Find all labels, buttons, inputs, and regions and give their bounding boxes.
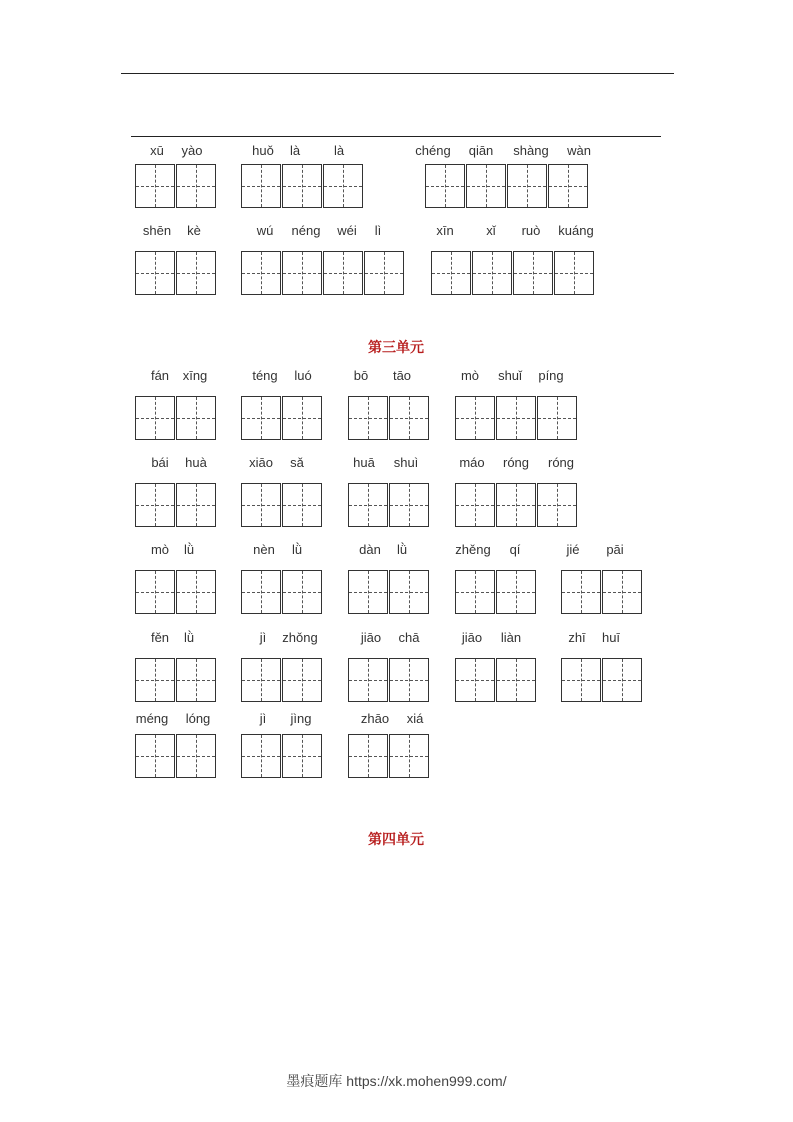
tianzige-writing-box[interactable] — [602, 658, 642, 702]
pinyin-syllable: wàn — [567, 143, 591, 158]
pinyin-syllable: lóng — [185, 711, 211, 726]
tianzige-writing-box[interactable] — [241, 483, 281, 527]
tianzige-writing-box[interactable] — [348, 570, 388, 614]
pinyin-syllable: shēn — [142, 223, 172, 238]
tianzige-writing-box[interactable] — [135, 251, 175, 295]
tianzige-writing-box[interactable] — [241, 658, 281, 702]
pinyin-syllable: shuǐ — [498, 368, 522, 383]
tianzige-writing-box[interactable] — [554, 251, 594, 295]
footer-watermark: 墨痕题库 https://xk.mohen999.com/ — [286, 1073, 507, 1089]
tianzige-writing-box[interactable] — [282, 251, 322, 295]
pinyin-syllable: méng — [135, 711, 169, 726]
tianzige-writing-box[interactable] — [135, 483, 175, 527]
pinyin-syllable: róng — [547, 455, 575, 470]
tianzige-writing-box[interactable] — [496, 396, 536, 440]
tianzige-writing-box[interactable] — [472, 251, 512, 295]
tianzige-writing-box[interactable] — [389, 658, 429, 702]
tianzige-writing-box[interactable] — [431, 251, 471, 295]
tianzige-writing-box[interactable] — [455, 570, 495, 614]
tianzige-writing-box[interactable] — [176, 658, 216, 702]
tianzige-writing-box[interactable] — [282, 396, 322, 440]
pinyin-syllable: lǜ — [396, 542, 408, 557]
pinyin-syllable: tāo — [392, 368, 412, 383]
tianzige-writing-box[interactable] — [548, 164, 588, 208]
pinyin-syllable: ruò — [521, 223, 541, 238]
tianzige-writing-box[interactable] — [602, 570, 642, 614]
tianzige-writing-box[interactable] — [364, 251, 404, 295]
pinyin-syllable: yào — [181, 143, 203, 158]
pinyin-syllable: máo — [459, 455, 485, 470]
tianzige-writing-box[interactable] — [455, 396, 495, 440]
pinyin-syllable: luó — [294, 368, 312, 383]
tianzige-writing-box[interactable] — [389, 483, 429, 527]
tianzige-writing-box[interactable] — [561, 658, 601, 702]
tianzige-writing-box[interactable] — [282, 658, 322, 702]
pinyin-syllable: huǒ — [252, 143, 274, 158]
pinyin-syllable: zhěng — [455, 542, 491, 557]
pinyin-syllable: huā — [353, 455, 375, 470]
pinyin-syllable: liàn — [500, 630, 522, 645]
pinyin-syllable: pāi — [606, 542, 624, 557]
pinyin-syllable: lǜ — [183, 542, 195, 557]
tianzige-writing-box[interactable] — [241, 164, 281, 208]
pinyin-syllable: nèn — [253, 542, 275, 557]
pinyin-syllable: fán — [150, 368, 170, 383]
unit-3-title: 第三单元 — [368, 339, 424, 355]
tianzige-writing-box[interactable] — [496, 483, 536, 527]
tianzige-writing-box[interactable] — [561, 570, 601, 614]
top-rule — [121, 73, 674, 74]
tianzige-writing-box[interactable] — [176, 483, 216, 527]
pinyin-syllable: wú — [256, 223, 274, 238]
pinyin-syllable: bō — [353, 368, 369, 383]
pinyin-syllable: xū — [150, 143, 164, 158]
unit-4-title: 第四单元 — [368, 831, 424, 847]
pinyin-syllable: jì — [259, 630, 267, 645]
pinyin-syllable: là — [333, 143, 345, 158]
tianzige-writing-box[interactable] — [176, 396, 216, 440]
tianzige-writing-box[interactable] — [323, 164, 363, 208]
pinyin-syllable: huà — [185, 455, 207, 470]
tianzige-writing-box[interactable] — [135, 734, 175, 778]
pinyin-syllable: bái — [151, 455, 169, 470]
tianzige-writing-box[interactable] — [348, 658, 388, 702]
tianzige-writing-box[interactable] — [507, 164, 547, 208]
tianzige-writing-box[interactable] — [455, 658, 495, 702]
pinyin-syllable: zhǒng — [282, 630, 318, 645]
pinyin-syllable: zhāo — [360, 711, 390, 726]
pinyin-syllable: jiāo — [461, 630, 483, 645]
pinyin-syllable: qí — [509, 542, 521, 557]
pinyin-syllable: lǜ — [291, 542, 303, 557]
pinyin-syllable: chā — [398, 630, 420, 645]
pinyin-syllable: néng — [291, 223, 321, 238]
pinyin-syllable: wéi — [337, 223, 357, 238]
tianzige-writing-box[interactable] — [135, 164, 175, 208]
pinyin-syllable: xiāo — [249, 455, 273, 470]
pinyin-syllable: róng — [502, 455, 530, 470]
tianzige-writing-box[interactable] — [282, 483, 322, 527]
tianzige-writing-box[interactable] — [496, 658, 536, 702]
tianzige-writing-box[interactable] — [135, 570, 175, 614]
pinyin-syllable: xīng — [182, 368, 208, 383]
tianzige-writing-box[interactable] — [348, 483, 388, 527]
tianzige-writing-box[interactable] — [537, 396, 577, 440]
pinyin-syllable: jiāo — [360, 630, 382, 645]
pinyin-syllable: kè — [187, 223, 201, 238]
pinyin-syllable: zhī — [568, 630, 586, 645]
pinyin-syllable: téng — [252, 368, 278, 383]
tianzige-writing-box[interactable] — [135, 658, 175, 702]
tianzige-writing-box[interactable] — [348, 734, 388, 778]
tianzige-writing-box[interactable] — [389, 396, 429, 440]
pinyin-syllable: sǎ — [290, 455, 304, 470]
tianzige-writing-box[interactable] — [241, 734, 281, 778]
tianzige-writing-box[interactable] — [348, 396, 388, 440]
pinyin-syllable: dàn — [359, 542, 381, 557]
tianzige-writing-box[interactable] — [466, 164, 506, 208]
tianzige-writing-box[interactable] — [323, 251, 363, 295]
pinyin-syllable: lǜ — [183, 630, 195, 645]
tianzige-writing-box[interactable] — [176, 251, 216, 295]
pinyin-syllable: jié — [566, 542, 580, 557]
pinyin-syllable: píng — [538, 368, 564, 383]
pinyin-syllable: mò — [150, 542, 170, 557]
pinyin-syllable: fěn — [150, 630, 170, 645]
pinyin-syllable: huī — [601, 630, 621, 645]
tianzige-writing-box[interactable] — [425, 164, 465, 208]
tianzige-writing-box[interactable] — [282, 570, 322, 614]
pinyin-syllable: jìng — [290, 711, 312, 726]
tianzige-writing-box[interactable] — [455, 483, 495, 527]
tianzige-writing-box[interactable] — [282, 734, 322, 778]
pinyin-syllable: xiá — [406, 711, 424, 726]
tianzige-writing-box[interactable] — [537, 483, 577, 527]
pinyin-syllable: lì — [374, 223, 382, 238]
tianzige-writing-box[interactable] — [282, 164, 322, 208]
tianzige-writing-box[interactable] — [241, 396, 281, 440]
tianzige-writing-box[interactable] — [176, 570, 216, 614]
tianzige-writing-box[interactable] — [513, 251, 553, 295]
tianzige-writing-box[interactable] — [496, 570, 536, 614]
tianzige-writing-box[interactable] — [389, 734, 429, 778]
pinyin-syllable: xīn — [436, 223, 454, 238]
pinyin-syllable: shuì — [393, 455, 419, 470]
tianzige-writing-box[interactable] — [176, 734, 216, 778]
section-rule — [131, 136, 661, 137]
pinyin-syllable: shàng — [513, 143, 549, 158]
tianzige-writing-box[interactable] — [176, 164, 216, 208]
pinyin-syllable: jì — [259, 711, 267, 726]
tianzige-writing-box[interactable] — [241, 251, 281, 295]
tianzige-writing-box[interactable] — [135, 396, 175, 440]
pinyin-syllable: xǐ — [486, 223, 496, 238]
pinyin-syllable: kuáng — [558, 223, 594, 238]
pinyin-syllable: chéng — [415, 143, 451, 158]
pinyin-syllable: là — [289, 143, 301, 158]
pinyin-syllable: mò — [460, 368, 480, 383]
pinyin-syllable: qiān — [468, 143, 494, 158]
tianzige-writing-box[interactable] — [241, 570, 281, 614]
tianzige-writing-box[interactable] — [389, 570, 429, 614]
